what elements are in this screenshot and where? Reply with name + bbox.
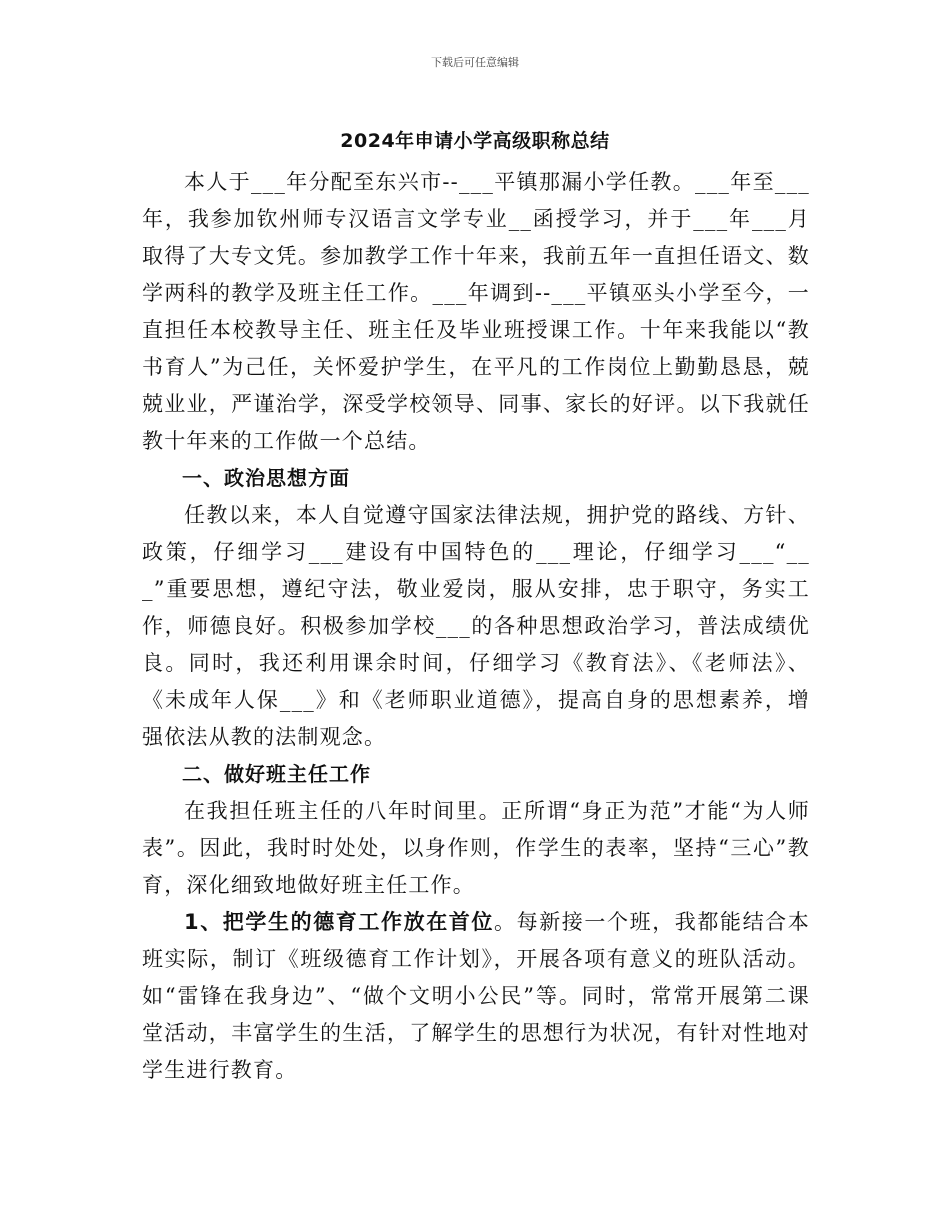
section-heading-politics: 一、政治思想方面 [182,466,350,490]
section-heading-class-teacher: 二、做好班主任工作 [182,762,371,786]
header-note: 下载后可任意编辑 [431,56,519,69]
paragraph-moral-education [142,904,810,1089]
paragraph-text-moral-education: 。每新接一个班，我都能结合本班实际，制订《班级德育工作计划》，开展各项有意义的班队活动。如“雷锋在我身边”、“做个文明小公民”等。同时，常常开展第二课堂活动，丰富学生的生活，了解学生的思想行为状况，有针对性地对学生进行教育。 [142,910,810,1082]
document-body [142,164,810,1089]
paragraph-intro: 本人于___年分配至东兴市--___平镇那漏小学任教。___年至___年，我参加钦州师专汉语言文学专业__函授学习，并于___年___月取得了大专文凭。参加教学工作十年来，我前五年一直担任语文、数学两科的教学及班主任工作。___年调到--___平镇巫头小学至今，一直担任本校教导主任、班主任及毕业班授课工作。十年来我能以“教书育人”为己任，关怀爱护学生，在平凡的工作岗位上勤勤恳恳，兢兢业业，严谨治学，深受学校领导、同事、家长的好评。以下我就任教十年来的工作做一个总结。 [142,170,810,453]
paragraph-class-teacher: 在我担任班主任的八年时间里。正所谓“身正为范”才能“为人师表”。因此，我时时处处，以身作则，作学生的表率，坚持“三心”教育，深化细致地做好班主任工作。 [142,799,810,897]
paragraph-politics: 任教以来，本人自觉遵守国家法律法规，拥护党的路线、方针、政策，仔细学习___建设有中国特色的___理论，仔细学习___“___”重要思想，遵纪守法，敬业爱岗，服从安排，忠于职守，务实工作，师德良好。积极参加学校___的各种思想政治学习，普法成绩优良。同时，我还利用课余时间，仔细学习《教育法》、《老师法》、《未成年人保___》和《老师职业道德》，提高自身的思想素养，增强依法从教的法制观念。 [142,503,810,749]
document-title: 2024年申请小学高级职称总结 [340,130,610,152]
paragraph-lead-moral-education: 1、把学生的德育工作放在首位 [184,910,494,934]
